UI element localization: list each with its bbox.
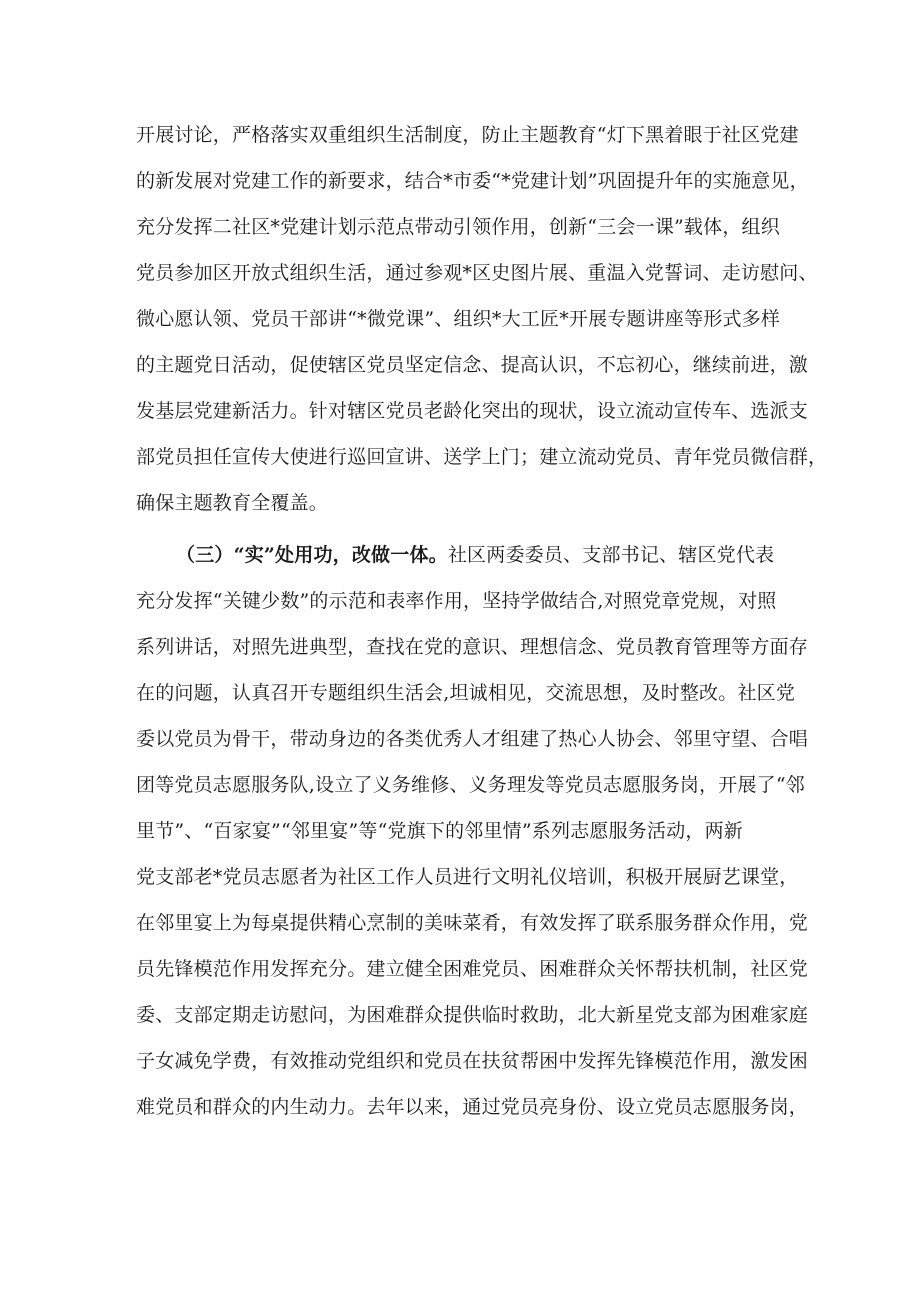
- paragraph-1-line-8: 部党员担任宣传大使进行巡回宣讲、送学上门；建立流动党员、青年党员微信群，: [136, 446, 828, 468]
- paragraph-2-line-5: 委以党员为骨干，带动身边的各类优秀人才组建了热心人协会、邻里守望、合唱: [136, 728, 809, 750]
- paragraph-1-line-9: 确保主题教育全覆盖。: [136, 492, 329, 514]
- paragraph-2-line-11: 委、支部定期走访慰问，为困难群众提供临时救助，北大新星党支部为困难家庭: [136, 1004, 809, 1026]
- paragraph-2-line-8: 党支部老*党员志愿者为社区工作人员进行文明礼仪培训，积极开展厨艺课堂，: [136, 866, 799, 888]
- paragraph-1-line-4: 党员参加区开放式组织生活，通过参观*区史图片展、重温入党誓词、走访慰问、: [136, 262, 818, 284]
- paragraph-2-first-line: [176, 541, 774, 569]
- paragraph-1-line-7: 发基层党建新活力。针对辖区党员老龄化突出的现状，设立流动宣传车、选派支: [136, 400, 809, 422]
- paragraph-2-line-12: 子女减免学费，有效推动党组织和党员在扶贫帮困中发挥先锋模范作用，激发困: [136, 1050, 809, 1072]
- paragraph-2-line-10: 员先锋模范作用发挥充分。建立健全困难党员、困难群众关怀帮扶机制，社区党: [136, 958, 809, 980]
- paragraph-2-line-13: 难党员和群众的内生动力。去年以来，通过党员亮身份、设立党员志愿服务岗，: [136, 1096, 809, 1118]
- paragraph-2-line-3: 系列讲话，对照先进典型，查找在党的意识、理想信念、党员教育管理等方面存: [136, 636, 809, 658]
- paragraph-2-line-4: 在的问题，认真召开专题组织生活会,坦诚相见，交流思想，及时整改。社区党: [136, 682, 796, 704]
- paragraph-2-line-7: 里节”、“百家宴”“邻里宴”等“党旗下的邻里情”系列志愿服务活动，两新: [136, 820, 743, 842]
- paragraph-1-line-5: 微心愿认领、党员干部讲“*微党课”、组织*大工匠*开展专题讲座等形式多样: [136, 308, 781, 330]
- paragraph-2-line-9: 在邻里宴上为每桌提供精心烹制的美味菜肴，有效发挥了联系服务群众作用，党: [136, 912, 809, 934]
- paragraph-1-line-3: 充分发挥二社区*党建计划示范点带动引领作用，创新“三会一课”载体，组织: [136, 216, 780, 238]
- section-heading: （三）“实”处用功，改做一体。: [176, 544, 448, 566]
- paragraph-1-line-1: 开展讨论，严格落实双重组织生活制度，防止主题教育“灯下黑着眼于社区党建: [136, 124, 799, 146]
- paragraph-2-line-6: 团等党员志愿服务队,设立了义务维修、义务理发等党员志愿服务岗，开展了“邻: [136, 774, 805, 796]
- paragraph-2-first-line-text: 社区两委委员、支部书记、辖区党代表: [447, 544, 775, 566]
- paragraph-1-line-2: 的新发展对党建工作的新要求，结合*市委“*党建计划”巩固提升年的实施意见，: [136, 170, 809, 192]
- paragraph-2-line-2: 充分发挥“关键少数”的示范和表率作用，坚持学做结合,对照党章党规，对照: [136, 590, 777, 612]
- paragraph-1-line-6: 的主题党日活动，促使辖区党员坚定信念、提高认识，不忘初心，继续前进，激: [136, 354, 809, 376]
